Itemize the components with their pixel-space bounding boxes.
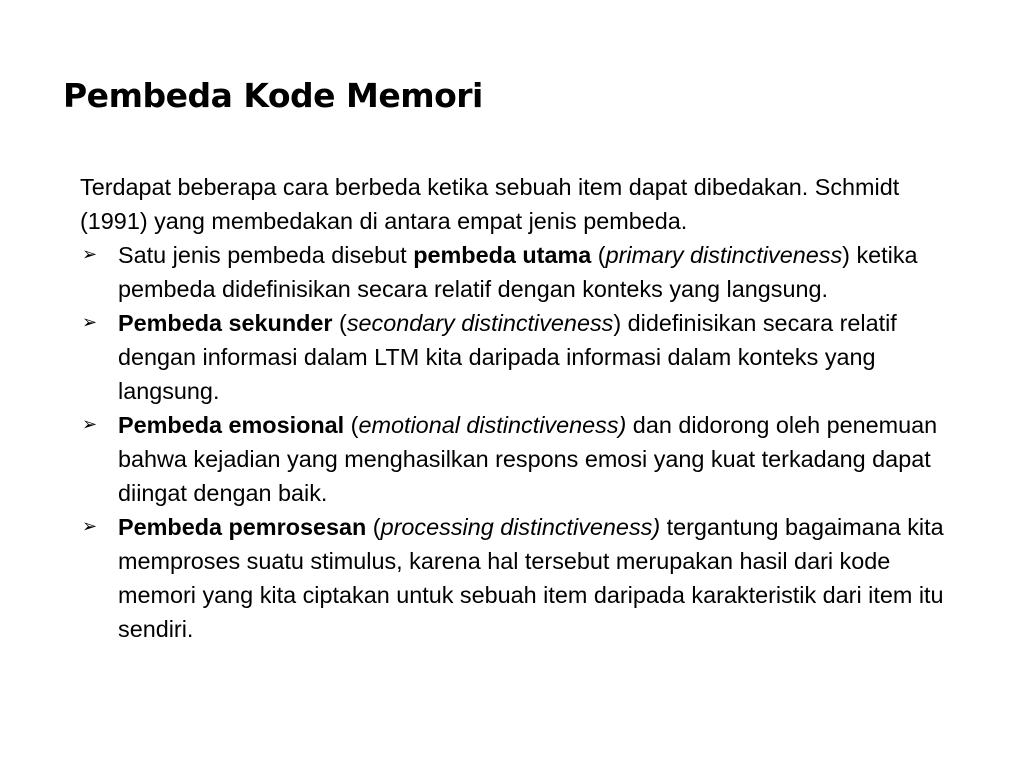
bullet-term: Pembeda emosional [118, 412, 345, 438]
bullet-pre-text: Satu jenis pembeda disebut [118, 242, 414, 268]
arrowhead-bullet-icon: ➢ [82, 312, 98, 333]
bullet-description: ketika pembeda didefinisikan secara relatif dengan konteks yang langsung. [118, 242, 918, 302]
bullet-item-emotional [80, 408, 960, 510]
bullet-english-term: processing distinctiveness) [380, 514, 661, 540]
bullet-open-paren: ( [344, 412, 359, 438]
bullet-open-paren: ( [366, 514, 381, 540]
slide-title: Pembeda Kode Memori [63, 76, 483, 115]
bullet-description: dan didorong oleh penemuan bahwa kejadian yang menghasilkan respons emosi yang kuat terkadang dapat diingat dengan baik. [118, 412, 938, 506]
intro-paragraph: Terdapat beberapa cara berbeda ketika sebuah item dapat dibedakan. Schmidt (1991) yang membedakan di antara empat jenis pembeda. [80, 174, 900, 234]
bullet-english-term: emotional distinctiveness) [358, 412, 627, 438]
bullet-open-paren: ( [332, 310, 347, 336]
bullet-term: pembeda utama [413, 242, 592, 268]
bullet-description: tergantung bagaimana kita memproses suatu stimulus, karena hal tersebut merupakan hasil dari kode memori yang kita ciptakan untuk sebuah item daripada karakteristik dari item itu sendiri. [118, 514, 944, 642]
slide-body [80, 170, 960, 646]
bullet-close-paren: ) [613, 310, 622, 336]
bullet-item-processing [80, 510, 960, 646]
bullet-english-term: primary distinctiveness [605, 242, 843, 268]
bullet-close-paren: ) [842, 242, 850, 268]
bullet-open-paren: ( [591, 242, 606, 268]
bullet-term: Pembeda sekunder [118, 310, 333, 336]
bullet-list [80, 238, 960, 646]
arrowhead-bullet-icon: ➢ [82, 414, 98, 435]
bullet-english-term: secondary distinctiveness [346, 310, 614, 336]
arrowhead-bullet-icon: ➢ [82, 244, 98, 265]
bullet-item-primary [80, 238, 960, 306]
arrowhead-bullet-icon: ➢ [82, 516, 98, 537]
bullet-term: Pembeda pemrosesan [118, 514, 367, 540]
bullet-item-secondary [80, 306, 960, 408]
bullet-description: didefinisikan secara relatif dengan informasi dalam LTM kita daripada informasi dalam konteks yang langsung. [118, 310, 897, 404]
